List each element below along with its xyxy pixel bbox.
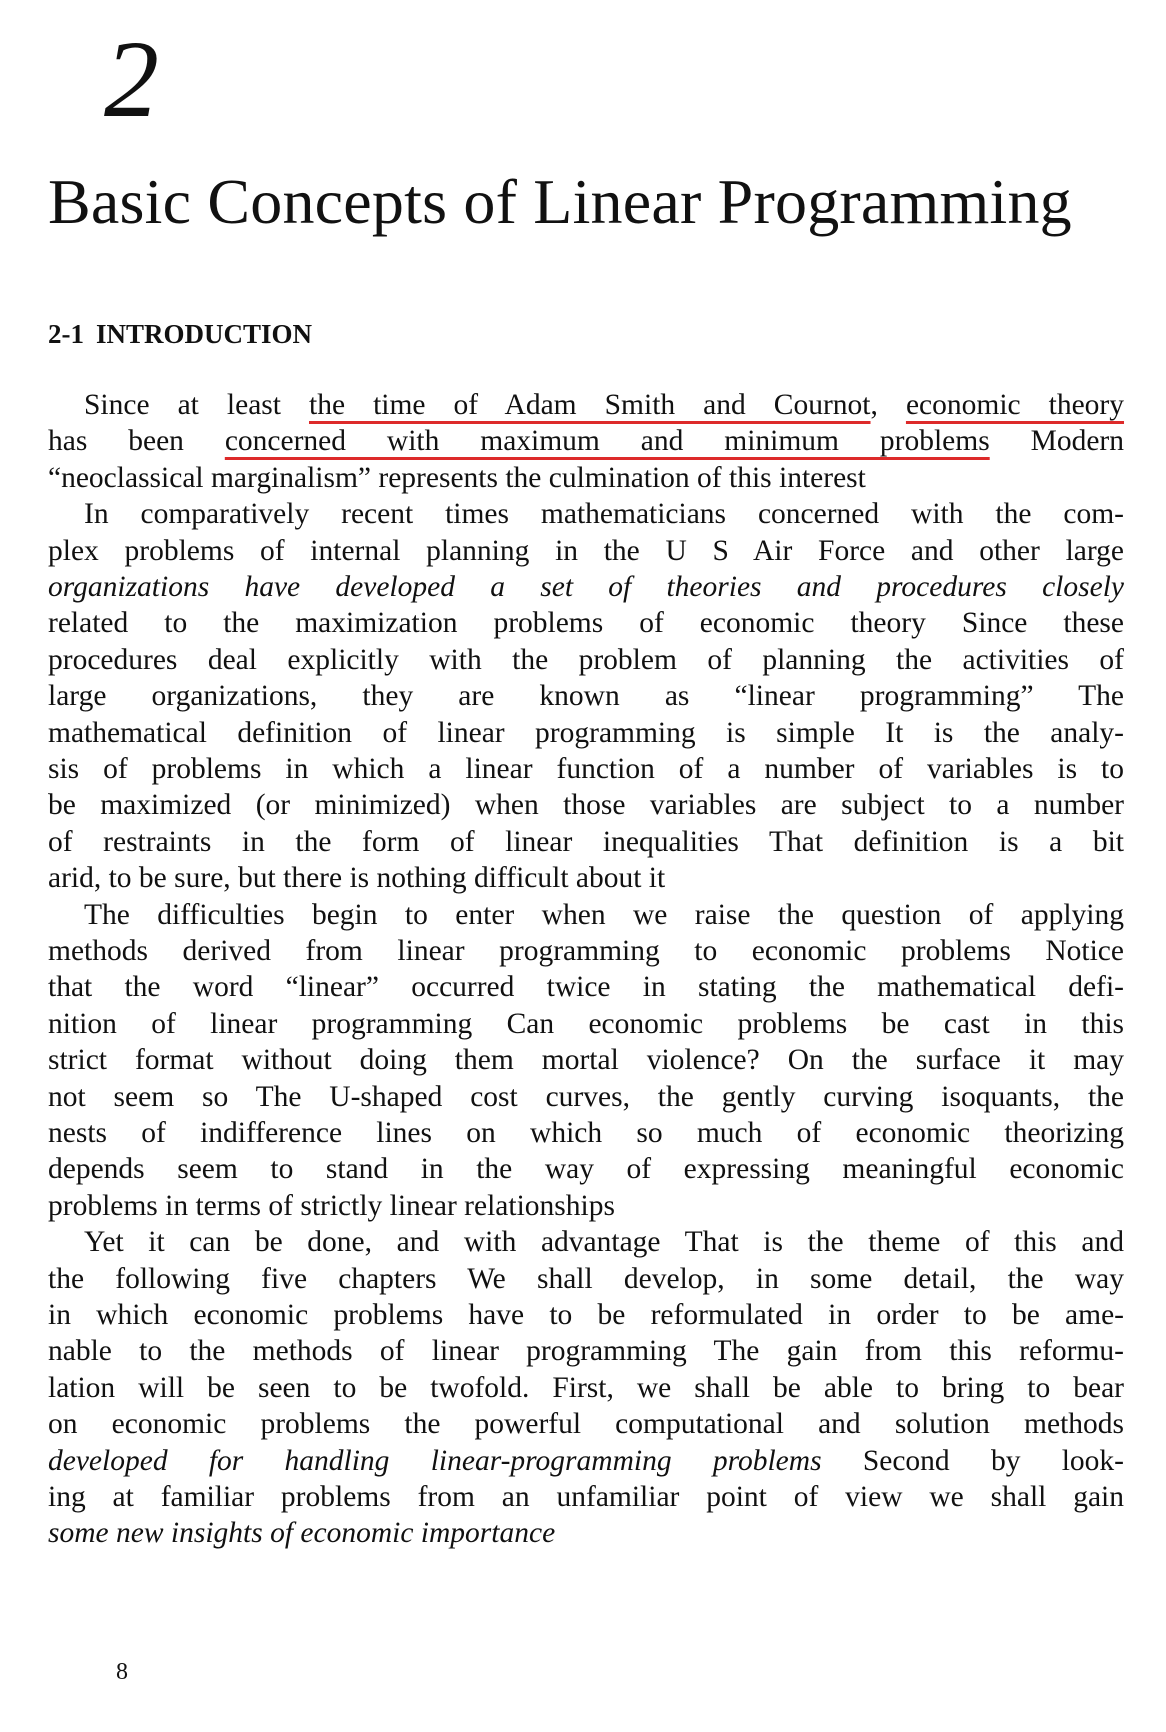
text-line xyxy=(48,1259,1124,1299)
text-segment: that the word “linear” occurred twice in stating the mathematical defi- xyxy=(48,971,1124,1004)
page-number: 8 xyxy=(116,1659,128,1685)
text-segment: organizations have developed a set of theories and procedures closely xyxy=(48,571,1124,603)
text-line xyxy=(48,713,1124,753)
text-segment: Yet it can be done, and with advantage That is the theme of this and xyxy=(84,1226,1124,1259)
text-line xyxy=(48,1295,1124,1335)
text-segment: arid, to be sure, but there is nothing difficult about it xyxy=(48,862,666,895)
text-line xyxy=(48,603,1124,643)
section-number: 2-1 xyxy=(48,319,84,349)
text-line xyxy=(48,1368,1124,1408)
text-segment: be maximized (or minimized) when those variables are subject to a number xyxy=(48,789,1124,822)
text-line xyxy=(48,1477,1124,1517)
text-line xyxy=(48,1004,1124,1044)
text-line xyxy=(48,1040,1124,1080)
text-segment: developed for handling linear-programming problems xyxy=(48,1444,822,1477)
text-line xyxy=(48,531,1124,571)
text-segment: some new insights of economic importance xyxy=(48,1517,556,1550)
text-line xyxy=(48,785,1124,825)
text-line xyxy=(48,567,1124,607)
text-line xyxy=(84,494,1124,534)
text-segment: Modern xyxy=(989,425,1124,458)
underlined-phrase: the time of Adam Smith and Cournot xyxy=(309,389,871,421)
text-segment: methods derived from linear programming to economic problems Notice xyxy=(48,935,1124,967)
text-segment: nition of linear programming Can economic problems be cast in this xyxy=(48,1007,1124,1040)
text-line xyxy=(48,1331,1124,1371)
text-segment: ing at familiar problems from an unfamiliar point of view we shall gain xyxy=(48,1481,1124,1513)
text-line xyxy=(48,1404,1124,1444)
text-line xyxy=(48,822,1124,862)
text-segment: in which economic problems have to be reformulated in order to be ame- xyxy=(48,1299,1124,1331)
text-segment: sis of problems in which a linear function of a number of variables is to xyxy=(48,753,1124,785)
text-line xyxy=(48,640,1124,680)
text-segment: on economic problems the powerful computational and solution methods xyxy=(48,1408,1124,1441)
text-line xyxy=(48,1186,615,1226)
text-line xyxy=(48,676,1124,716)
text-segment: lation will be seen to be twofold. First, we shall be able to bring to bear xyxy=(48,1371,1124,1404)
text-line xyxy=(48,967,1124,1007)
text-line xyxy=(84,385,1124,425)
text-segment: problems in terms of strictly linear relationships xyxy=(48,1189,615,1222)
text-segment: plex problems of internal planning in the U S Air Force and other large xyxy=(48,534,1124,567)
text-segment: of restraints in the form of linear inequalities That definition is a bit xyxy=(48,825,1124,858)
section-title: INTRODUCTION xyxy=(96,319,313,349)
text-line xyxy=(48,1077,1124,1117)
text-segment: large organizations, they are known as “linear programming” The xyxy=(48,680,1124,713)
text-line xyxy=(48,458,866,498)
text-line xyxy=(84,895,1124,935)
text-segment: has been xyxy=(48,425,225,458)
text-segment: “neoclassical marginalism” represents the culmination of this interest xyxy=(48,461,866,494)
text-segment: , xyxy=(870,389,906,421)
text-segment: the following five chapters We shall develop, in some detail, the way xyxy=(48,1262,1124,1295)
text-line xyxy=(84,1222,1124,1262)
text-segment: mathematical definition of linear programming is simple It is the analy- xyxy=(48,716,1124,749)
text-line xyxy=(48,749,1124,789)
text-segment: Since at least xyxy=(84,389,309,421)
text-segment: The difficulties begin to enter when we raise the question of applying xyxy=(84,898,1124,931)
text-segment: nable to the methods of linear programming The gain from this reformu- xyxy=(48,1335,1124,1368)
text-segment: In comparatively recent times mathematicians concerned with the com- xyxy=(84,498,1124,531)
text-segment: depends seem to stand in the way of expressing meaningful economic xyxy=(48,1153,1124,1186)
text-segment: procedures deal explicitly with the problem of planning the activities of xyxy=(48,643,1124,676)
text-line xyxy=(48,1513,555,1553)
text-line xyxy=(48,931,1124,971)
chapter-number: 2 xyxy=(104,18,159,140)
text-segment: nests of indifference lines on which so much of economic theorizing xyxy=(48,1117,1124,1149)
text-line xyxy=(48,1149,1124,1189)
chapter-title: Basic Concepts of Linear Programming xyxy=(48,166,1072,237)
text-segment: related to the maximization problems of economic theory Since these xyxy=(48,607,1124,640)
text-line xyxy=(48,1441,1124,1481)
text-segment: not seem so The U-shaped cost curves, the gently curving isoquants, the xyxy=(48,1080,1124,1113)
text-segment: strict format without doing them mortal violence? On the surface it may xyxy=(48,1044,1124,1077)
text-line xyxy=(48,858,665,898)
text-line xyxy=(48,1113,1124,1153)
underlined-phrase: economic theory xyxy=(905,389,1125,421)
text-segment: Second by look- xyxy=(821,1444,1124,1477)
text-line xyxy=(48,421,1124,461)
section-heading xyxy=(48,321,312,348)
underlined-phrase: concerned with maximum and minimum problems xyxy=(224,425,990,458)
